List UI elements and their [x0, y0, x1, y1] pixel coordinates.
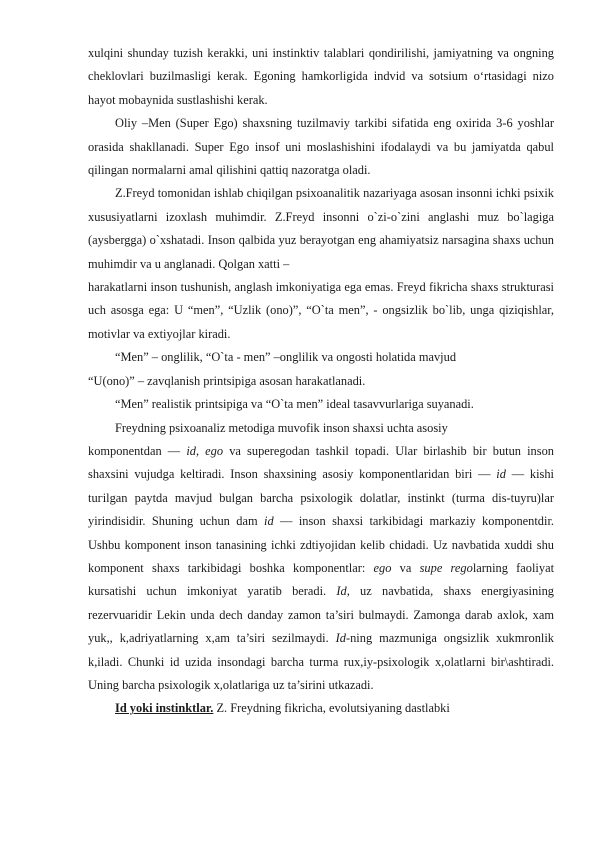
- text-run: — kishi tuгilgan paytda mavjud bulgan barcha psixologik dolatlar, instinkt (turma dis-tuyru)lar yirindisidir. Shuning uchun dam: [88, 467, 555, 529]
- text-run: — inson shaxsi tarkibidagi markaziy komponentdir. Ushbu komponent inson tanasining ichki zdtiyojidan kelib chidadi. Uz navbatida xuddi shu komponent shaxs tarkibidagi boshka komponentlar:: [88, 514, 554, 575]
- paragraph-5: “Men” – onglilik, “O`ta - men” –onglilik va ongosti holatida mavjud: [115, 350, 457, 365]
- text-run: uz navbatida, shaxs energiyasining rezervuaridir Lekin unda dech danday zamon ta’siri bulmaydi. Zamonga darab axlok, xam yuk,, k,adriyatlarning x,am ta’siri sezilmaydi.: [88, 584, 555, 646]
- italic-term-id-ego: id, ego: [186, 443, 224, 458]
- paragraph-7: “Men” realistik printsipiga va “O`ta men” ideal tasavvurlariga suyanadi.: [115, 397, 474, 412]
- italic-term-id: id: [496, 467, 506, 482]
- text-run: komponentdan —: [88, 443, 187, 458]
- italic-term-id: Id: [335, 631, 346, 646]
- paragraph-2: Oliy –Men (Super Ego) shaxsning tuzilmaviy tarkibi sifatida eng oxirida 3-6 yoshlar orasida shakllanadi. Super Ego insof uni moslashishini ifodalaydi va bu jamiyatda qabul qilingan normalarni amal qilishini qattiq nazoratga oladi.: [88, 116, 554, 178]
- paragraph-1: xulqini shunday tuzish kerakki, uni instinktiv talablari qondirilishi, jamiyatning va ongning cheklovlari buzilmasligi kerak. Egoning hamkorligida indvid va sotsium o‘rtasidagi nizo hayot mobaynida sustlashishi kerak.: [88, 46, 554, 107]
- document-page: [88, 42, 554, 721]
- italic-term-ego: ego: [373, 560, 392, 575]
- paragraph-4: harakatlarni inson tushunish, anglash imkoniyatiga ega emas. Freyd fikricha shaxs strukturasi uch asosga ega: U “men”, “Uzlik (ono)”, “O`ta men”, - ongsizlik bo`lib, unga qiziqishlar, motivlar va extiyojlar kiradi.: [88, 280, 554, 341]
- paragraph-6: “U(ono)” – zavqlanish printsipiga asosan harakatlanadi.: [88, 373, 366, 388]
- paragraph-3: Z.Freyd tomonidan ishlab chiqilgan psixoanalitik nazariyaga asosan insonni ichki psixik xususiyatlarni izoxlash muhimdir. Z.Freyd insonni o`zi-o`zini anglashi muz bo`lagiga (aysbergga) o`xshatadi. Inson qalbida yuz berayotgan eng ahamiyatsiz narsagina shaxs uchun muhimdir va u anglanadi. Qolgan xatti –: [88, 186, 554, 271]
- text-run: va superegodan tashkil topadi. Ular birlashib bir butun inson shaxsini vujudga keltiradi. Inson shaxsining asosiy komponentlaridan biri —: [88, 443, 554, 482]
- paragraph-8: Freydning psixoanaliz metodiga muvofik inson shaxsi uchta asosiy: [115, 420, 448, 435]
- paragraph-9: [88, 440, 554, 697]
- text-run: larning faoliyat kursatishi uchun imkoniyat yaratib beradi.: [88, 560, 555, 599]
- text-run: Z. Freydning fikricha, evolutsiyaning dastlabki: [213, 701, 450, 716]
- italic-term-id: id: [264, 514, 274, 529]
- section-heading: Id yoki instinktlar.: [115, 701, 214, 716]
- text-run: va: [391, 560, 420, 575]
- italic-term-superego: supe rego: [419, 560, 473, 575]
- text-run: -ning mazmuniga ongsizlik xukmronlik k,iladi. Chunki id uzida insondagi barcha turma rux,iy-psixologik x,olatlarni bir\ashtiradi. Uning barcha psixologik x,olatlariga uz ta’sirini utkazadi.: [88, 631, 554, 692]
- paragraph-10: [88, 697, 554, 720]
- italic-term-id: Id,: [336, 584, 350, 599]
